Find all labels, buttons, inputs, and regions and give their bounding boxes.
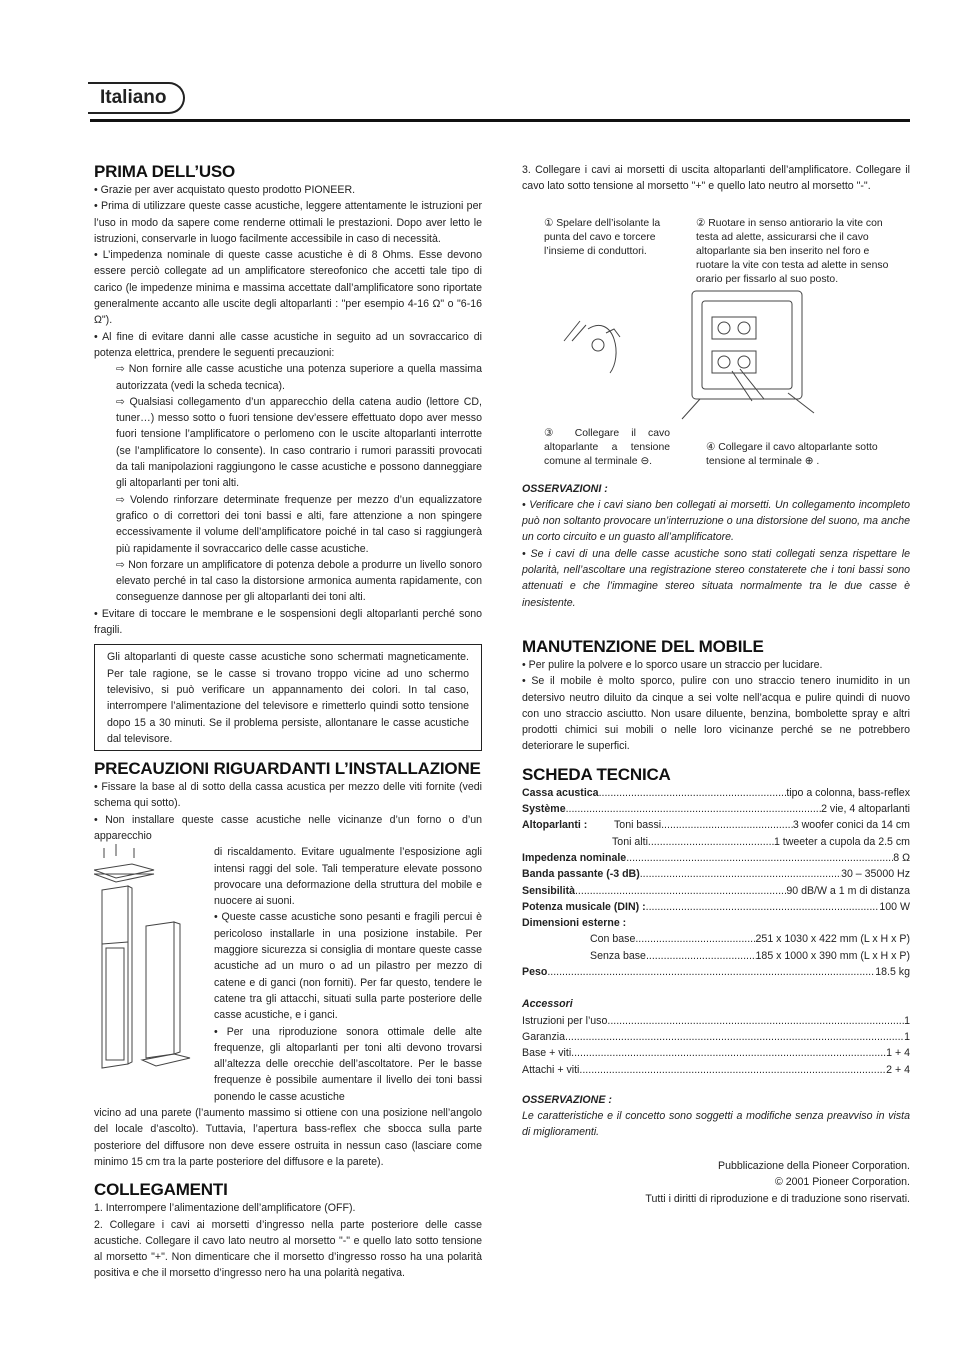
magnetic-shield-note-box (94, 644, 482, 751)
observations-title: OSSERVAZIONI : (522, 482, 608, 495)
paragraph: • Se il mobile è molto sporco, pulire con uno straccio tenero inumidito in un detersivo neutro diluito da cinque a sei volte nell’acqua e pulire quindi di nuovo con uno straccio asciutto. Non usare diluente, benzina, bombolette spray e altri prodotti chimici sui mobili o nelle loro vicinanze perché se ne potrebbero deteriorare le superfici. (522, 675, 910, 753)
section-title-manutenzione: MANUTENZIONE DEL MOBILE (522, 636, 764, 656)
paragraph: • Queste casse acustiche sono pesanti e fragili percui è pericoloso installarle in una posizione instabile. Per maggiore sicurezza si consiglia di montare queste casse acustiche ad un muro o ad un pilastro per mezzo di catene e di ganci (non forniti). Per far questo, tendere le catene tra gli attacchi, situati sulla parte posteriore delle casse acustiche, e i ganci. (214, 911, 482, 1022)
footer-line: © 2001 Pioneer Corporation. (774, 1176, 910, 1189)
paragraph: • Non installare queste casse acustiche nelle vicinanze d’un forno o d’un apparecchio (94, 813, 482, 842)
paragraph: • Al fine di evitare danni alle casse acustiche in seguito ad un sovraccarico di potenza elettrica, prendere le seguenti precauzioni: (94, 330, 482, 359)
spec-row: Banda passante (-3 dB) ..... 30 – 35000 Hz (522, 866, 910, 882)
section-title-prima: PRIMA DELL’USO (94, 162, 236, 181)
paragraph: 1. Interrompere l’alimentazione dell’amplificatore (OFF). (94, 1202, 356, 1215)
wiring-figure (522, 203, 910, 475)
spec-table (522, 785, 910, 981)
spec-row: Senza base ..... 185 x 1000 x 390 mm (L x H x P) (522, 948, 910, 964)
spec-row: Impedenza nominale ..... 8 Ω (522, 850, 910, 866)
accessories-title: Accessori (522, 998, 573, 1011)
accessory-row: Attachi + viti ..... 2 + 4 (522, 1062, 910, 1078)
observation-title: OSSERVAZIONE : (522, 1093, 612, 1106)
accessory-row: Garanzia ..... 1 (522, 1029, 910, 1045)
paragraph: • Fissare la base al di sotto della cassa acustica per mezzo delle viti fornite (vedi schema qui sotto). (94, 781, 482, 810)
paragraph: • Prima di utilizzare queste casse acustiche, leggere attentamente le istruzioni per l’uso in modo da sapere come renderne ottimali le prestazioni. Dopo aver letto le istruzioni, conservarle in luogo facilmente accessibile in caso di necessità. (94, 200, 482, 245)
box-text: Gli altoparlanti di queste casse acustiche sono schermati magneticamente. Per tale ragione, se le casse si trovano troppo vicine ad uno schermo televisivo, si può verificare un appannamento dei colori. In tal caso, interrompere l’alimentazione del televisore e rimetterlo quindi sotto tensione dopo 15 a 30 minuti. Se il problema persiste, allontanare le casse acustiche dal televisore. (107, 651, 469, 745)
caption-2: ② Ruotare in senso antiorario la vite con testa ad alette, assicurarsi che il cavo altoparlante sia ben inserito nel foro e ruotare la vite con testa ad alette in senso orario per fissarlo al suo posto. (696, 217, 889, 285)
spec-row: Con base ..... 251 x 1030 x 422 mm (L x H x P) (522, 931, 910, 947)
paragraph: vicino ad una parete (l’aumento massimo si ottiene con una posizione nell’angolo del locale d’ascolto). Tuttavia, l’apertura bass-reflex che sbocca sulla parte posteriore del diffusore non deve essere ostruita in nessun caso (lasciare come minimo 15 cm tra la parte posteriore del diffusore e la parete). (94, 1107, 482, 1168)
spec-row: Peso ..... 18.5 kg (522, 964, 910, 980)
paragraph: • Verificare che i cavi siano ben collegati ai morsetti. Un collegamento incompleto può non soltanto provocare un’interruzione o una distorsione del suono, ma anche un corto circuito e un guasto all’amplificatore. (522, 498, 910, 544)
list-item: ⇨ Volendo rinforzare determinate frequenze per mezzo d’un equalizzatore grafico o di correttori dei toni bassi e alti, fare attenzione a non spingere eccessivamente il volume dell’amplificatore poiché in tal caso si raggiungerà più rapidamente il sovraccarico delle casse acustiche. (116, 493, 482, 555)
spec-row: Système ..... 2 vie, 4 altoparlanti (522, 801, 910, 817)
paragraph: • Evitare di toccare le membrane e le sospensioni degli altoparlanti perché sono fragili. (94, 607, 482, 637)
caption-1: ① Spelare dell’isolante la punta del cavo e torcere l’insieme di conduttori. (544, 217, 661, 257)
paragraph: • Grazie per aver acquistato questo prodotto PIONEER. (94, 184, 356, 196)
paragraph: 2. Collegare i cavi ai morsetti d’ingresso nella parte posteriore delle casse acustiche. Collegare il cavo lato neutro al morsetto "-" e quello lato sotto tensione al morsetto "+". Non dimenticare che il morsetto d’ingresso rosso ha una polarità positiva e che il morsetto d’ingresso nero ha una polarità negativa. (94, 1218, 482, 1280)
footer-line: Tutti i diritti di riproduzione e di traduzione sono riservati. (645, 1192, 910, 1205)
spec-row: Cassa acustica ..... tipo a colonna, bass-reflex (522, 785, 910, 801)
language-tab: Italiano (88, 82, 185, 114)
list-item: ⇨ Non fornire alle casse acustiche una potenza superiore a quella massima autorizzata (vedi la scheda tecnica). (116, 363, 482, 392)
spec-row: Potenza musicale (DIN) : ..... 100 W (522, 899, 910, 915)
paragraph: • Per una riproduzione sonora ottimale delle alte frequenze, gli altoparlanti per toni alti devono trovarsi all’altezza delle orecchie dell’ascoltatore. Per le basse frequenze è possibile aumentare il livello dei toni bassi ponendo le casse acustiche (214, 1025, 482, 1103)
publication-footer (560, 1158, 910, 1207)
section-title-precauzioni: PRECAUZIONI RIGUARDANTI L’INSTALLAZIONE (94, 759, 481, 779)
installation-block (94, 844, 482, 1105)
header-rule (90, 119, 910, 122)
list-item: ⇨ Non forzare un amplificatore di potenza debole a produrre un livello sonoro elevato perché in tal caso la distorsione armonica aumenta rapidamente, con conseguenze dannose per gli altoparlanti dei toni alti. (116, 558, 482, 604)
spec-row: Sensibilità ..... 90 dB/W a 1 m di distanza (522, 883, 910, 899)
accessory-row: Base + viti ..... 1 + 4 (522, 1045, 910, 1061)
section-title-collegamenti: COLLEGAMENTI (94, 1180, 228, 1200)
speaker-base-illustration (94, 844, 206, 1072)
paragraph: • L’impedenza nominale di queste casse acustiche è di 8 Ohms. Esse devono essere perciò collegate ad un amplificatore stereofonico che accetti tale tipo di carico (le impedenze minima e massima accettate dall’amplificatore sono riportate generalmente accanto alle uscite degli altoparlanti : "per esempio 4-16 Ω" o "6-16 Ω"). (94, 249, 482, 327)
paragraph: • Se i cavi di una delle casse acustiche sono stati collegati senza rispettare le polarità, nell’ascoltare una registrazione stereo constaterete che i toni bassi sono attenuati e che l’immagine stereo situata normalmente tra le due casse è inesistente. (522, 547, 910, 609)
right-column (522, 162, 910, 1141)
spec-row: Dimensioni esterne : (522, 917, 627, 930)
left-column (94, 162, 482, 1282)
spec-row: Toni alti ..... 1 tweeter a cupola da 2.5 cm (522, 834, 910, 850)
accessories-list (522, 1013, 910, 1078)
section-title-scheda-tecnica: SCHEDA TECNICA (522, 764, 671, 784)
caption-4: ④ Collegare il cavo altoparlante sotto tensione al terminale ⊕ . (706, 441, 878, 467)
caption-3: ③ Collegare il cavo altoparlante a tensione comune al terminale ⊖. (544, 427, 670, 467)
footer-line: Pubblicazione della Pioneer Corporation. (718, 1160, 910, 1172)
paragraph: Le caratteristiche e il concetto sono soggetti a modifiche senza preavviso in vista di miglioramenti. (522, 1110, 910, 1139)
spec-row: Altoparlanti : Toni bassi ..... 3 woofer conici da 14 cm (522, 817, 910, 833)
terminal-wiring-illustration (552, 281, 882, 431)
paragraph: 3. Collegare i cavi ai morsetti di uscita altoparlanti dell’amplificatore. Collegare il cavo lato sotto tensione al morsetto "+" e quello lato neutro al morsetto "-". (522, 164, 910, 193)
paragraph: di riscaldamento. Evitare ugualmente l’esposizione agli intensi raggi del sole. Tali temperature elevate possono provocare una deformazione della struttura del mobile e nuocere ai suoni. (214, 846, 482, 908)
paragraph: • Per pulire la polvere e lo sporco usare un straccio per lucidare. (522, 658, 823, 671)
list-item: ⇨ Qualsiasi collegamento d’un apparecchio della catena audio (lettore CD, tuner…) messo sotto o fuori tensione dev’essere effettuato dopo aver messo fuori tensione l’amplificatore o perlomeno con le uscite altoparlanti interrotte (se l’amplificatore lo consente). In caso contrario i rumori parassiti provocati da tali manipolazioni raggiungono le casse acustiche e possono danneggiare gli altoparlanti per toni alti. (116, 395, 482, 490)
accessory-row: Istruzioni per l’uso ..... 1 (522, 1013, 910, 1029)
